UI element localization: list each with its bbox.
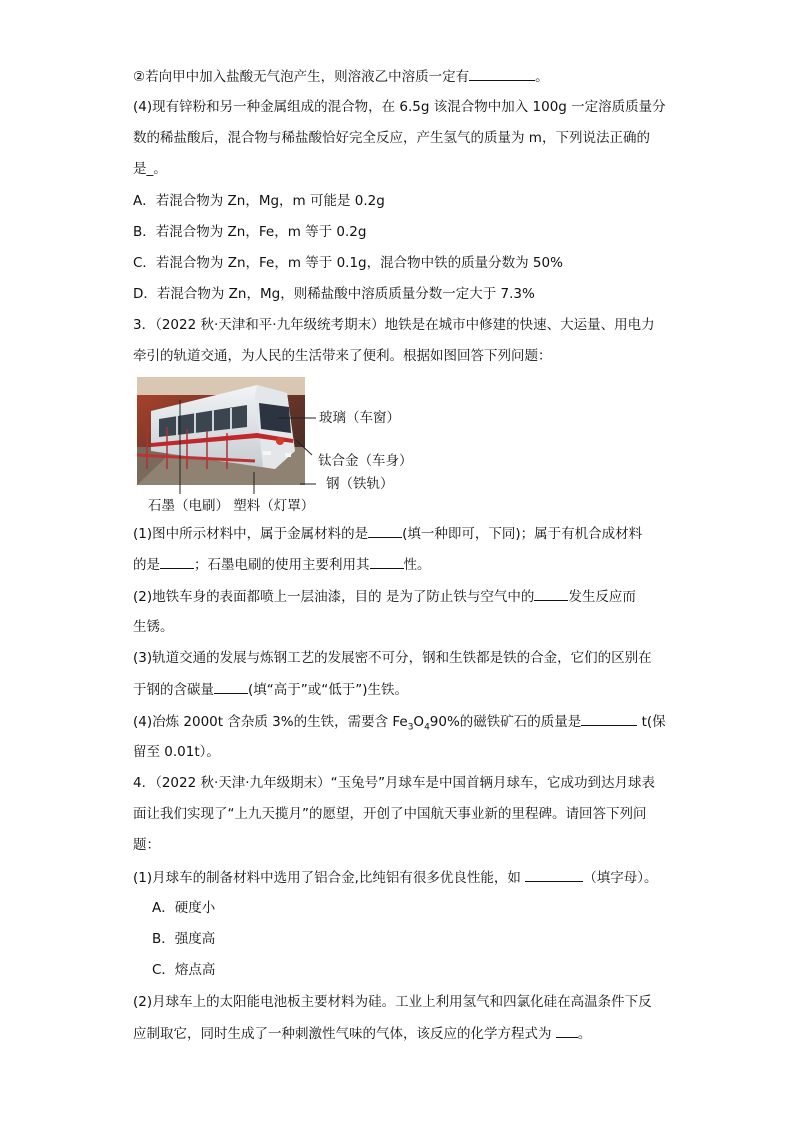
answer-blank[interactable] [556,1023,578,1038]
question-3-part-3: 于钢的含碳量 (填“高于”或“低于”)生铁。 [133,679,408,700]
question-3-intro: 3．（2022 秋·天津和平·九年级统考期末）地铁是在城市中修建的快速、大运量、用电力 [133,317,655,333]
question-3-part-1: 的是 ；石墨电刷的使用主要利用其 性。 [133,554,431,575]
label-graphite-plastic: 石墨（电刷） 塑料（灯罩） [148,498,315,514]
question-line: ②若向甲中加入盐酸无气泡产生，则溶液乙中溶质一定有 。 [133,66,549,87]
option-c: C．若混合物为 Zn，Fe，m 等于 0.1g，混合物中铁的质量分数为 50% [133,255,563,271]
question-line: (4)现有锌粉和另一种金属组成的混合物，在 6.5g 该混合物中加入 100g 一定溶质质量分 [133,99,666,115]
label-glass: 玻璃（车窗） [319,410,400,426]
question-4-intro: 面让我们实现了“上九天揽月”的愿望，开创了中国航天事业新的里程碑。请回答下列问 [133,806,647,822]
answer-blank[interactable] [534,586,568,601]
question-3-intro: 牵引的轨道交通，为人民的生活带来了便利。根据如图回答下列问题： [133,348,552,364]
question-3-part-3: (3)轨道交通的发展与炼钢工艺的发展密不可分，钢和生铁都是铁的合金，它们的区别在 [133,650,652,666]
label-titanium-alloy: 钛合金（车身） [318,453,413,469]
question-3-part-1: (1)图中所示材料中，属于金属材料的是 (填一种即可，下同)；属于有机合成材料 [133,523,642,544]
question-4-part-2: (2)月球车上的太阳能电池板主要材料为硅。工业上利用氢气和四氯化硅在高温条件下反 [133,994,652,1010]
question-4-intro: 题： [133,837,160,853]
option-b: B．强度高 [152,931,216,947]
answer-blank[interactable] [370,554,404,569]
question-4-part-2: 应制取它，同时生成了一种刺激性气味的气体，该反应的化学方程式为 。 [133,1023,591,1044]
question-3-part-2: 生锈。 [133,619,174,635]
answer-blank[interactable] [160,554,194,569]
question-line: 数的稀盐酸后，混合物与稀盐酸恰好完全反应，产生氢气的质量为 m，下列说法正确的 [133,130,650,146]
label-steel: 钢（铁轨） [326,476,394,492]
answer-blank[interactable] [368,523,402,538]
option-d: D．若混合物为 Zn，Mg，则稀盐酸中溶质质量分数一定大于 7.3% [133,286,535,302]
option-a: A．硬度小 [152,900,216,916]
question-4-intro: 4．（2022 秋·天津·九年级期末）“玉兔号”月球车是中国首辆月球车，它成功到达月球表 [133,775,656,791]
answer-blank[interactable] [525,867,583,882]
answer-blank[interactable] [581,711,637,726]
question-3-part-4: 留至 0.01t）。 [133,744,220,760]
question-line: 是_。 [133,161,167,177]
option-a: A．若混合物为 Zn，Mg，m 可能是 0.2g [133,193,385,209]
option-b: B．若混合物为 Zn，Fe，m 等于 0.2g [133,224,367,240]
question-4-part-1: (1)月球车的制备材料中选用了铝合金,比纯铝有很多优良性能，如 （填字母）。 [133,867,657,888]
option-c: C．熔点高 [152,962,216,978]
answer-blank[interactable] [214,679,248,694]
question-3-part-4: (4)冶炼 2000t 含杂质 3%的生铁，需要含 $Fe_3O_490\%$的磁铁矿石的质量是 t(保 [133,711,666,738]
question-3-part-2: (2)地铁车身的表面都喷上一层油漆，目的 是为了防止铁与空气中的 发生反应而 [133,586,636,607]
